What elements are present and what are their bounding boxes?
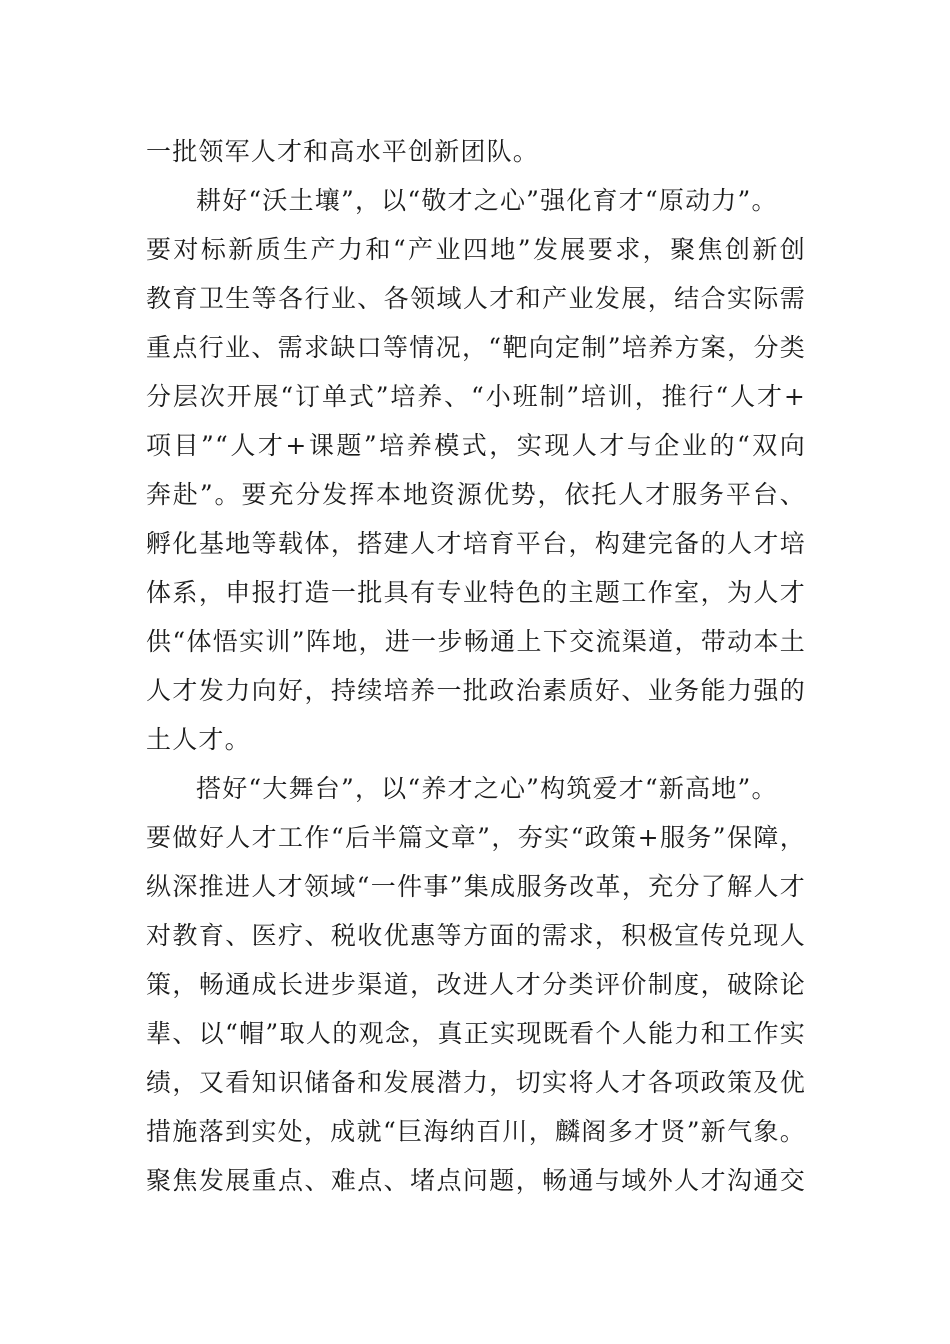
paragraph-2-line-6: 项目”“人才+课题”培养模式，实现人才与企业的“双向 (146, 431, 806, 460)
paragraph-1-line-1: 一批领军人才和高水平创新团队。 (146, 137, 540, 166)
paragraph-3-line-7: 绩，又看知识储备和发展潜力，切实将人才各项政策及优 (146, 1068, 806, 1097)
paragraph-3-line-2: 要做好人才工作“后半篇文章”，夯实“政策+服务”保障， (146, 823, 806, 852)
paragraph-2-line-12: 土人才。 (146, 725, 251, 754)
paragraph-3-line-8: 措施落到实处，成就“巨海纳百川，麟阁多才贤”新气象。 (146, 1117, 806, 1146)
paragraph-3-line-1: 搭好“大舞台”，以“养才之心”构筑爱才“新高地”。 (196, 774, 778, 803)
paragraph-3-line-5: 策，畅通成长进步渠道，改进人才分类评价制度，破除论 (146, 970, 806, 999)
paragraph-3-line-6: 辈、以“帽”取人的观念，真正实现既看个人能力和工作实 (146, 1019, 806, 1048)
paragraph-2-line-11: 人才发力向好，持续培养一批政治素质好、业务能力强的 (146, 676, 806, 705)
paragraph-3-line-9: 聚焦发展重点、难点、堵点问题，畅通与域外人才沟通交 (146, 1166, 806, 1195)
paragraph-2-line-2: 要对标新质生产力和“产业四地”发展要求，聚焦创新创 (146, 235, 806, 264)
paragraph-3-line-4: 对教育、医疗、税收优惠等方面的需求，积极宣传兑现人 (146, 921, 806, 950)
body-text (146, 127, 806, 1205)
paragraph-2-line-1: 耕好“沃土壤”，以“敬才之心”强化育才“原动力”。 (196, 186, 778, 215)
paragraph-2-line-7: 奔赴”。要充分发挥本地资源优势，依托人才服务平台、 (146, 480, 806, 509)
paragraph-2-line-4: 重点行业、需求缺口等情况，“靶向定制”培养方案，分类 (146, 333, 806, 362)
paragraph-2-line-8: 孵化基地等载体，搭建人才培育平台，构建完备的人才培 (146, 529, 806, 558)
paragraph-2-line-9: 体系，申报打造一批具有专业特色的主题工作室，为人才 (146, 578, 806, 607)
paragraph-3-line-3: 纵深推进人才领域“一件事”集成服务改革，充分了解人才 (146, 872, 806, 901)
paragraph-2-line-5: 分层次开展“订单式”培养、“小班制”培训，推行“人才+ (146, 382, 806, 411)
paragraph-2-line-10: 供“体悟实训”阵地，进一步畅通上下交流渠道，带动本土 (146, 627, 806, 656)
paragraph-2-line-3: 教育卫生等各行业、各领域人才和产业发展，结合实际需 (146, 284, 806, 313)
